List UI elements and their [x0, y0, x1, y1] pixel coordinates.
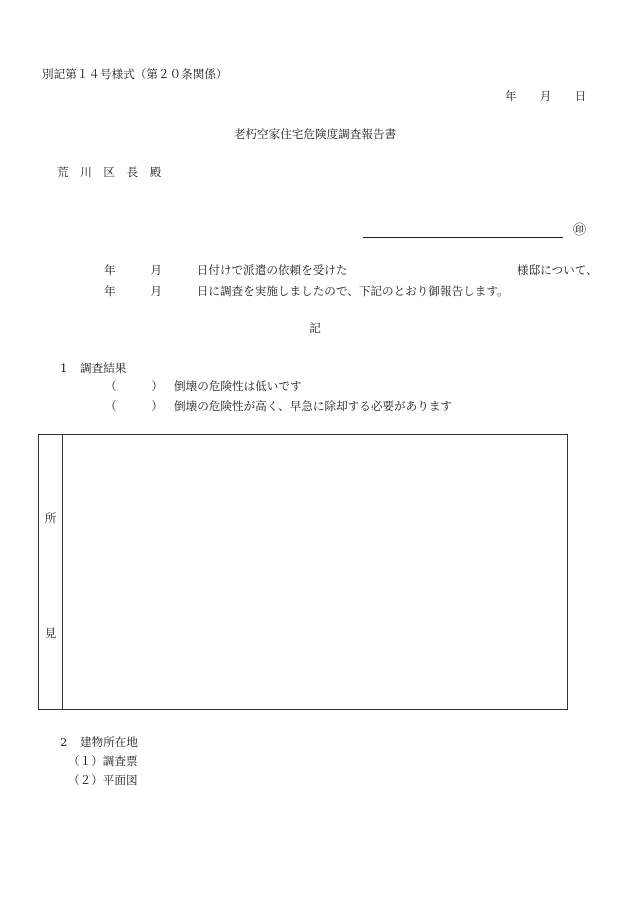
body-line-1-end: 様邸について、 [517, 263, 598, 277]
option-2-checkbox-bracket: （ ） [105, 399, 163, 413]
body-line-2: 年 月 日に調査を実施しましたので、下記のとおり御報告します。 [104, 284, 509, 298]
section-2-heading: 建物所在地 [80, 735, 138, 749]
findings-divider [62, 435, 63, 709]
section-1-number: 1 [60, 361, 68, 375]
findings-box [38, 434, 568, 710]
document-title: 老朽空家住宅危険度調査報告書 [233, 127, 397, 141]
addressee: 荒 川 区 長 殿 [57, 165, 162, 179]
ki-heading: 記 [309, 321, 321, 335]
findings-label-bottom: 見 [44, 626, 57, 640]
option-2-text: 倒壊の危険性が高く、早急に除却する必要があります [174, 399, 453, 413]
date-field: 年 月 日 [505, 89, 587, 103]
findings-label-top: 所 [44, 511, 57, 525]
form-reference: 別記第１４号様式（第２０条関係） [42, 67, 228, 81]
option-1-text: 倒壊の危険性は低いです [174, 379, 302, 393]
section-1-heading: 調査結果 [80, 361, 127, 375]
option-1-checkbox-bracket: （ ） [105, 379, 163, 393]
attachment-item: （２）平面図 [68, 773, 138, 787]
attachment-item: （１）調査票 [68, 754, 138, 768]
signature-line [363, 237, 563, 238]
body-line-1-start: 年 月 日付けで派遣の依頼を受けた [104, 263, 348, 277]
seal-mark: ㊞ [573, 223, 587, 238]
section-2-number: 2 [60, 735, 68, 749]
